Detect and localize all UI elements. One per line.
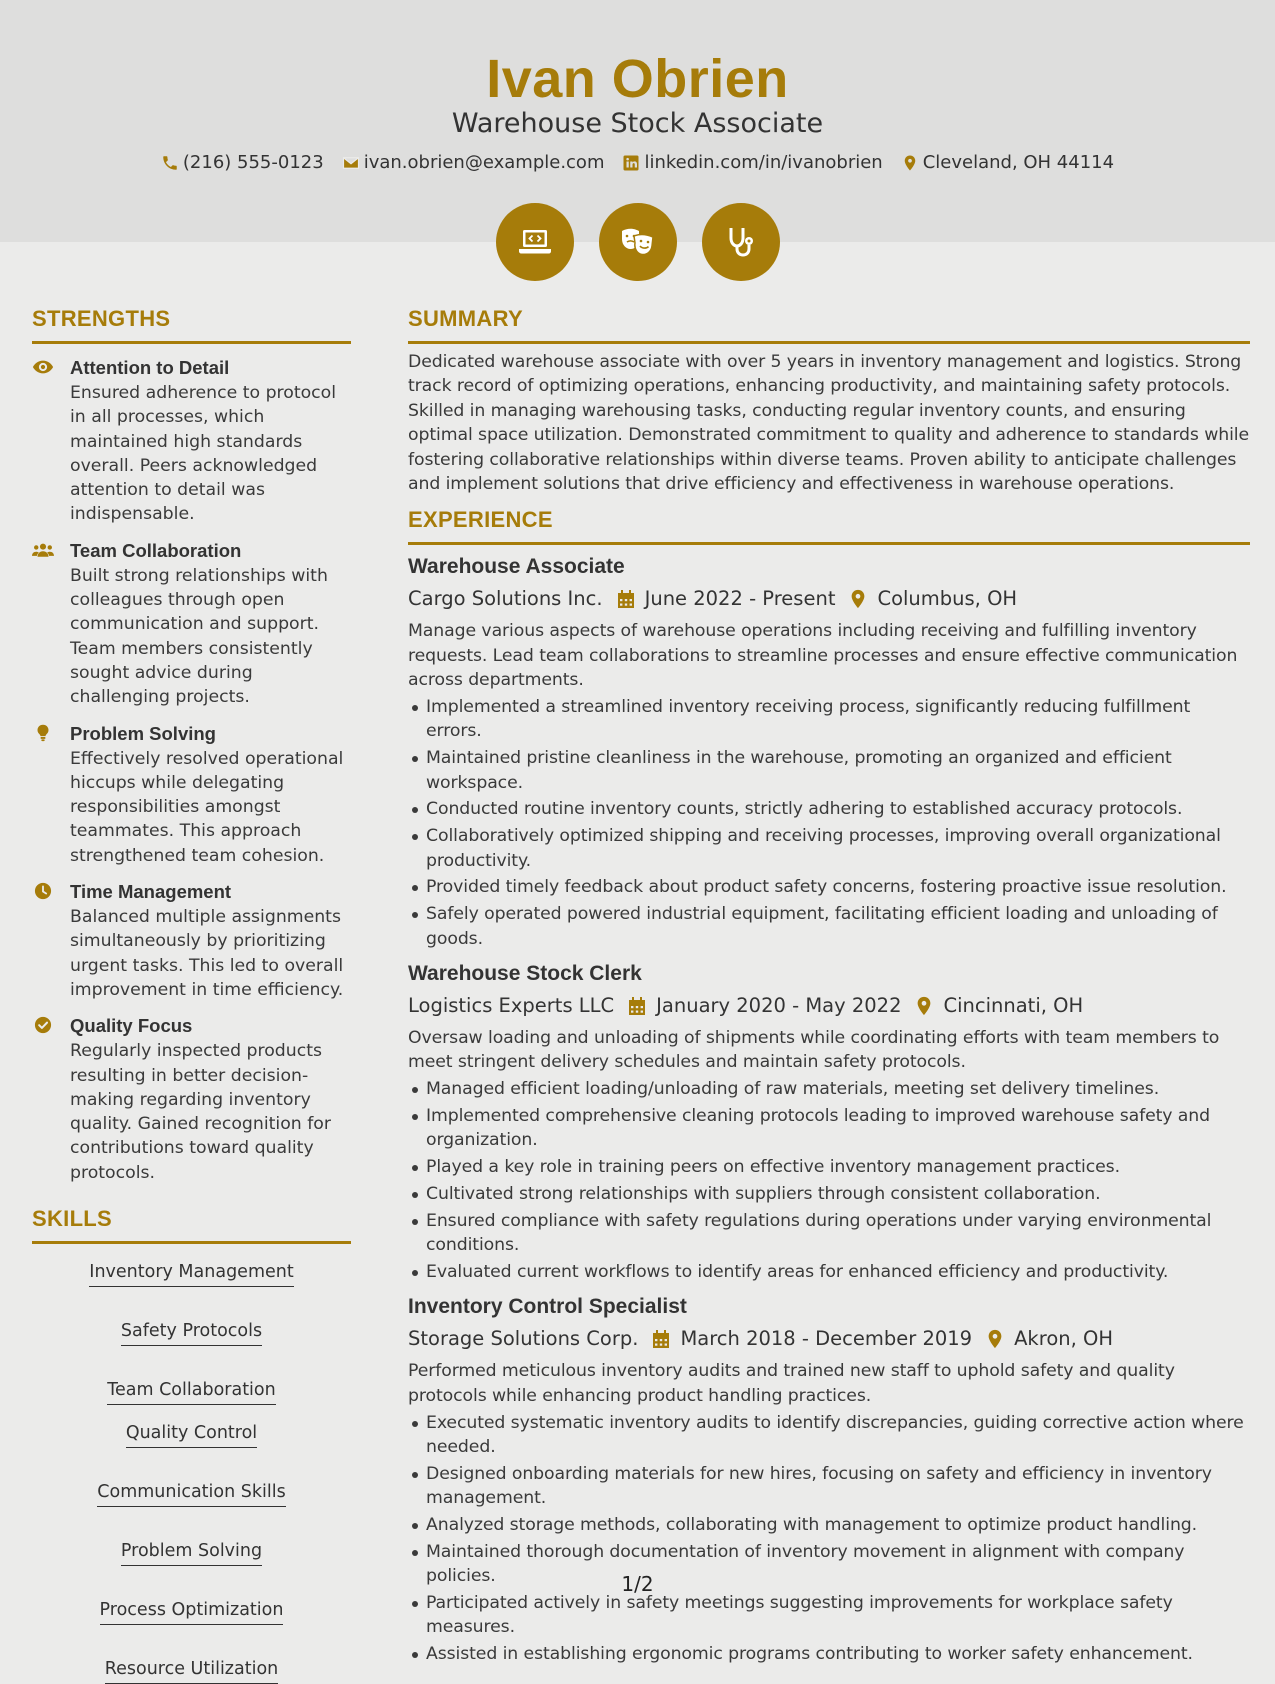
job-bullet: Provided timely feedback about product safety concerns, fostering proactive issue resolution. <box>408 875 1250 899</box>
job-meta <box>408 1326 1250 1352</box>
calendar-icon <box>652 1329 670 1349</box>
strength-title: Problem Solving <box>70 722 216 744</box>
job-bullet: Safely operated powered industrial equipment, facilitating efficient loading and unloading of goods. <box>408 902 1250 951</box>
right-column <box>408 306 1250 1667</box>
strength-title: Team Collaboration <box>70 539 242 561</box>
experience-heading: EXPERIENCE <box>408 507 1250 545</box>
job-bullet: Played a key role in training peers on effective inventory management practices. <box>408 1155 1250 1179</box>
contact-linkedin-text: linkedin.com/in/ivanobrien <box>644 152 883 173</box>
strength-title: Attention to Detail <box>70 357 230 378</box>
location-pin-icon <box>986 1329 1004 1349</box>
contact-linkedin[interactable] <box>622 152 882 173</box>
job-bullets <box>408 1077 1250 1284</box>
strength-desc: Ensured adherence to protocol in all processes, which maintained high standards overall. Peers acknowledged attention to detail was indispensable. <box>70 383 337 525</box>
skill-tag: Process Optimization <box>100 1598 284 1625</box>
users-icon <box>32 541 54 559</box>
strength-item <box>32 1013 351 1185</box>
contact-email-text: ivan.obrien@example.com <box>363 152 605 173</box>
job-bullet: Conducted routine inventory counts, strictly adhering to established accuracy protocols. <box>408 797 1250 821</box>
job-entry <box>408 960 1250 1284</box>
job-description: Oversaw loading and unloading of shipments while coordinating efforts with team members to meet stringent delivery schedules and maintain safety protocols. <box>408 1028 1220 1073</box>
job-dates: June 2022 - Present <box>644 587 836 611</box>
summary-heading: SUMMARY <box>408 306 1250 344</box>
job-company: Cargo Solutions Inc. <box>408 587 603 611</box>
skills-heading: SKILLS <box>32 1206 351 1244</box>
job-description: Manage various aspects of warehouse operations including receiving and fulfilling inventory requests. Lead team collaborations to streamline processes and ensure effective communication across departments. <box>408 621 1238 691</box>
eye-icon <box>32 358 54 376</box>
theater-masks-icon <box>599 203 677 281</box>
summary-text: Dedicated warehouse associate with over 5 years in inventory management and logistics. Strong track record of optimizing operations, enhancing productivity, and maintaining safety protocols. Skilled in managing warehousing tasks, conducting regular inventory counts, and ensuring optimal space utilization. Demonstrated commitment to quality and adherence to standards while fostering collaborative relationships within diverse teams. Proven ability to anticipate challenges and implement solutions that drive efficiency and effectiveness in warehouse operations. <box>408 352 1250 495</box>
job-dates: January 2020 - May 2022 <box>656 994 902 1018</box>
lightbulb-icon <box>32 724 54 742</box>
skill-tag: Quality Control <box>126 1421 257 1448</box>
contact-location-text: Cleveland, OH 44114 <box>922 152 1115 173</box>
job-title: Warehouse Associate <box>408 555 625 579</box>
job-bullet: Evaluated current workflows to identify areas for enhanced efficiency and productivity. <box>408 1260 1250 1284</box>
job-description: Performed meticulous inventory audits and trained new staff to uphold safety and quality protocols while enhancing product handling practices. <box>408 1361 1175 1406</box>
strength-item <box>32 538 351 710</box>
linkedin-icon <box>622 154 640 172</box>
skill-tag: Problem Solving <box>121 1539 262 1566</box>
left-column <box>32 306 351 1684</box>
job-bullet: Implemented comprehensive cleaning protocols leading to improved warehouse safety and organization. <box>408 1104 1250 1153</box>
job-location: Columbus, OH <box>877 587 1018 611</box>
job-dates: March 2018 - December 2019 <box>680 1327 973 1351</box>
job-location: Akron, OH <box>1014 1327 1114 1351</box>
job-bullet: Maintained pristine cleanliness in the warehouse, promoting an organized and efficient workspace. <box>408 746 1250 795</box>
job-bullet: Participated actively in safety meetings suggesting improvements for workplace safety measures. <box>408 1591 1250 1640</box>
skill-tag: Safety Protocols <box>121 1319 262 1346</box>
hobby-icons <box>0 203 1275 281</box>
job-bullet: Assisted in establishing ergonomic programs contributing to worker safety enhancement. <box>408 1642 1250 1666</box>
job-meta <box>408 586 1250 612</box>
job-title: Inventory Control Specialist <box>408 1295 687 1319</box>
job-bullet: Executed systematic inventory audits to identify discrepancies, guiding corrective action where needed. <box>408 1411 1250 1460</box>
candidate-name: Ivan Obrien <box>486 49 789 109</box>
job-entry <box>408 1293 1250 1666</box>
strength-desc: Built strong relationships with colleagues through open communication and support. Team members consistently sought advice during challenging projects. <box>70 565 328 708</box>
page-number: 1/2 <box>621 1572 654 1596</box>
stethoscope-icon <box>702 203 780 281</box>
laptop-code-icon <box>496 203 574 281</box>
contact-phone-text: (216) 555-0123 <box>182 152 324 173</box>
job-bullet: Implemented a streamlined inventory receiving process, significantly reducing fulfillment errors. <box>408 695 1250 744</box>
location-pin-icon <box>915 996 933 1016</box>
location-pin-icon <box>849 589 867 609</box>
calendar-icon <box>628 996 646 1016</box>
skills-list <box>32 1260 351 1684</box>
strength-title: Time Management <box>70 881 232 903</box>
job-bullet: Ensured compliance with safety regulations during operations under varying environmental conditions. <box>408 1209 1250 1258</box>
clock-icon <box>32 882 54 900</box>
job-bullet: Cultivated strong relationships with suppliers through consistent collaboration. <box>408 1182 1250 1206</box>
skill-tag: Communication Skills <box>97 1480 285 1507</box>
job-bullet: Analyzed storage methods, collaborating with management to optimize product handling. <box>408 1513 1250 1537</box>
strength-title: Quality Focus <box>70 1015 193 1037</box>
job-location: Cincinnati, OH <box>943 994 1084 1018</box>
strength-item <box>32 355 351 527</box>
contact-bar <box>0 152 1275 173</box>
job-company: Storage Solutions Corp. <box>408 1327 639 1351</box>
contact-phone[interactable] <box>161 152 324 173</box>
job-bullet: Designed onboarding materials for new hires, focusing on safety and efficiency in inventory management. <box>408 1462 1250 1511</box>
candidate-role: Warehouse Stock Associate <box>451 108 824 139</box>
job-entry <box>408 553 1250 951</box>
job-title: Warehouse Stock Clerk <box>408 962 642 986</box>
job-meta <box>408 993 1250 1019</box>
strength-desc: Balanced multiple assignments simultaneously by prioritizing urgent tasks. This led to overall improvement in time efficiency. <box>70 907 344 1000</box>
contact-email[interactable] <box>342 152 605 173</box>
strength-item <box>32 721 351 868</box>
strength-item <box>32 879 351 1002</box>
job-bullet: Maintained thorough documentation of inventory movement in alignment with company policies. <box>408 1540 1250 1589</box>
job-bullet: Collaboratively optimized shipping and receiving processes, improving overall organizational productivity. <box>408 824 1250 873</box>
strengths-heading: STRENGTHS <box>32 306 351 344</box>
skill-tag: Team Collaboration <box>107 1378 275 1405</box>
location-pin-icon <box>901 154 919 172</box>
skill-tag: Inventory Management <box>89 1260 293 1287</box>
job-bullets <box>408 1411 1250 1667</box>
check-circle-icon <box>32 1016 54 1034</box>
job-bullets <box>408 695 1250 951</box>
strength-desc: Effectively resolved operational hiccups while delegating responsibilities amongst teammates. This approach strengthened team cohesion. <box>70 748 344 866</box>
contact-location <box>901 152 1114 173</box>
skill-tag: Resource Utilization <box>105 1657 279 1684</box>
job-bullet: Managed efficient loading/unloading of raw materials, meeting set delivery timelines. <box>408 1077 1250 1101</box>
calendar-icon <box>617 589 635 609</box>
envelope-icon <box>342 154 360 172</box>
phone-icon <box>161 154 179 172</box>
strength-desc: Regularly inspected products resulting in better decision-making regarding inventory quality. Gained recognition for contributions toward quality protocols. <box>70 1041 331 1183</box>
job-company: Logistics Experts LLC <box>408 994 615 1018</box>
